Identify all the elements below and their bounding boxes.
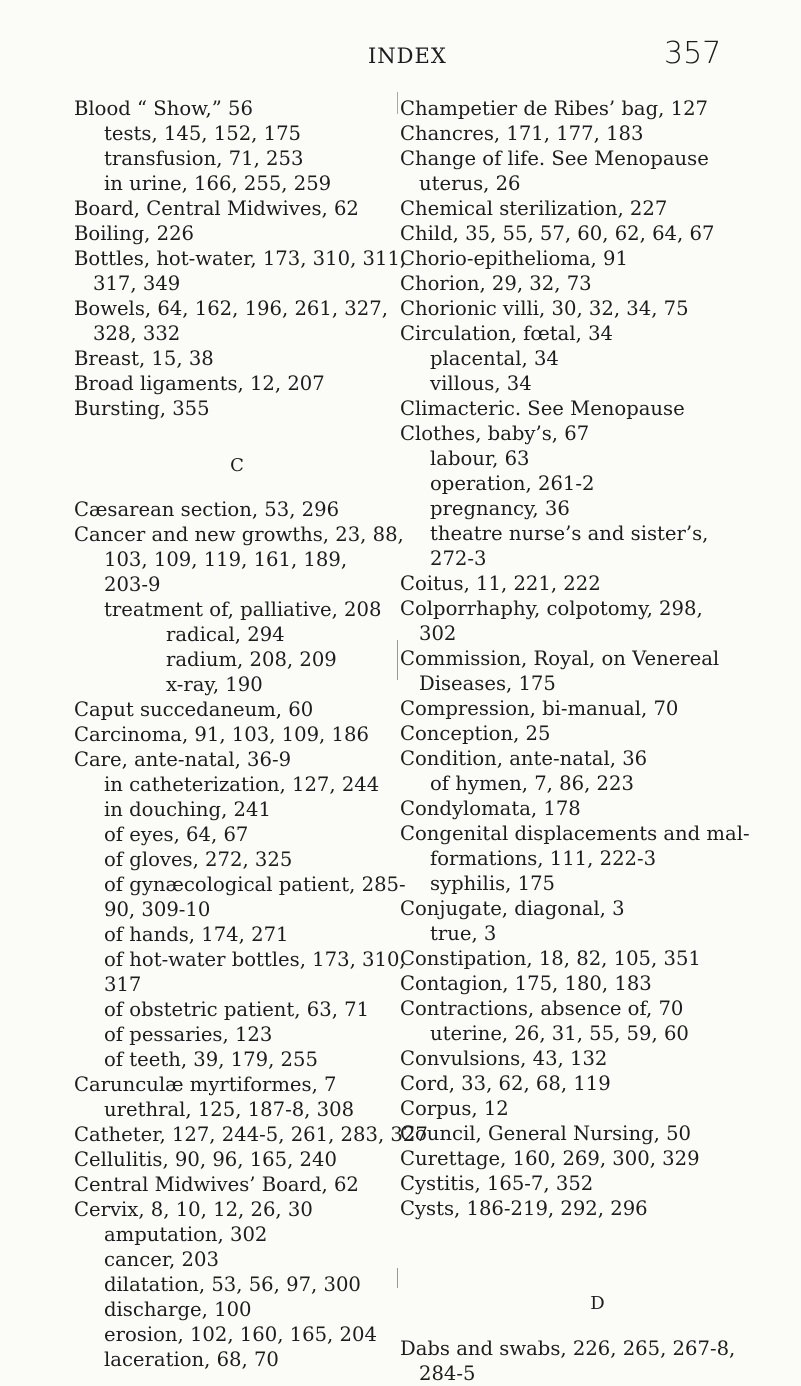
index-subentry: pregnancy, 36 xyxy=(430,497,570,520)
section-letter-c: C xyxy=(230,455,244,476)
index-subentry: placental, 34 xyxy=(430,347,559,370)
index-subentry: in douching, 241 xyxy=(104,798,271,821)
index-entry: Chorio-epithelioma, 91 xyxy=(400,247,628,270)
index-entry: Condylomata, 178 xyxy=(400,797,581,820)
index-entry: Climacteric. See Menopause xyxy=(400,397,685,420)
index-subentry: true, 3 xyxy=(430,922,497,945)
page-header xyxy=(0,36,801,76)
index-entry: Congenital displacements and mal- xyxy=(400,822,750,845)
index-entry: Coitus, 11, 221, 222 xyxy=(400,572,601,595)
index-entry: Catheter, 127, 244-5, 261, 283, 327 xyxy=(74,1123,428,1146)
index-entry: Cystitis, 165-7, 352 xyxy=(400,1172,594,1195)
index-entry-continuation: 90, 309-10 xyxy=(104,898,211,921)
index-entry: Colporrhaphy, colpotomy, 298, xyxy=(400,597,703,620)
index-entry: Contagion, 175, 180, 183 xyxy=(400,972,652,995)
index-entry: Dabs and swabs, 226, 265, 267-8, xyxy=(400,1337,736,1360)
index-subentry: transfusion, 71, 253 xyxy=(104,147,304,170)
index-subentry: in catheterization, 127, 244 xyxy=(104,773,380,796)
index-subentry: x-ray, 190 xyxy=(166,673,263,696)
index-entry: Cervix, 8, 10, 12, 26, 30 xyxy=(74,1198,313,1221)
index-subentry: treatment of, palliative, 208 xyxy=(104,598,382,621)
index-subentry: of gloves, 272, 325 xyxy=(104,848,293,871)
index-entry: Circulation, fœtal, 34 xyxy=(400,322,614,345)
index-entry-continuation: 317, 349 xyxy=(93,272,181,295)
index-subentry: dilatation, 53, 56, 97, 300 xyxy=(104,1273,361,1296)
index-entry: Broad ligaments, 12, 207 xyxy=(74,372,325,395)
index-column-right xyxy=(400,96,795,1386)
index-subentry: of hot-water bottles, 173, 310, xyxy=(104,948,406,971)
index-subentry: in urine, 166, 255, 259 xyxy=(104,172,332,195)
index-subentry: labour, 63 xyxy=(430,447,530,470)
index-entry-continuation: Diseases, 175 xyxy=(419,672,556,695)
index-subentry: of obstetric patient, 63, 71 xyxy=(104,998,370,1021)
index-entry: Board, Central Midwives, 62 xyxy=(74,197,359,220)
index-entry: Conception, 25 xyxy=(400,722,551,745)
index-entry: Champetier de Ribes’ bag, 127 xyxy=(400,97,708,120)
index-entry: Cancer and new growths, 23, 88, xyxy=(74,523,404,546)
page-number: 357 xyxy=(664,36,722,71)
index-entry: Curettage, 160, 269, 300, 329 xyxy=(400,1147,700,1170)
index-entry: Carcinoma, 91, 103, 109, 186 xyxy=(74,723,369,746)
index-subentry: erosion, 102, 160, 165, 204 xyxy=(104,1323,377,1346)
index-entry: Breast, 15, 38 xyxy=(74,347,214,370)
index-subentry: operation, 261-2 xyxy=(430,472,595,495)
index-subentry: laceration, 68, 70 xyxy=(104,1348,279,1371)
column-rule-bottom xyxy=(397,1268,398,1288)
index-subentry: syphilis, 175 xyxy=(430,872,555,895)
index-entry-continuation: uterus, 26 xyxy=(419,172,521,195)
index-entry: Council, General Nursing, 50 xyxy=(400,1122,691,1145)
index-entry: Blood “ Show,” 56 xyxy=(74,97,253,120)
index-entry-continuation: 328, 332 xyxy=(93,322,181,345)
index-entry: Bottles, hot-water, 173, 310, 311, xyxy=(74,247,407,270)
index-subentry: urethral, 125, 187-8, 308 xyxy=(104,1098,355,1121)
index-entry-continuation: 284-5 xyxy=(419,1362,476,1385)
index-entry: Bowels, 64, 162, 196, 261, 327, xyxy=(74,297,388,320)
index-entry: Corpus, 12 xyxy=(400,1097,509,1120)
index-entry: Compression, bi-manual, 70 xyxy=(400,697,679,720)
index-subentry: radium, 208, 209 xyxy=(166,648,337,671)
index-entry: Caput succedaneum, 60 xyxy=(74,698,314,721)
index-subentry: of gynæcological patient, 285- xyxy=(104,873,406,896)
index-entry: Commission, Royal, on Venereal xyxy=(400,647,720,670)
index-subentry: uterine, 26, 31, 55, 59, 60 xyxy=(430,1022,689,1045)
index-subentry: of eyes, 64, 67 xyxy=(104,823,249,846)
index-subentry: theatre nurse’s and sister’s, xyxy=(430,522,709,545)
index-entry: Chemical sterilization, 227 xyxy=(400,197,668,220)
index-entry: Cysts, 186-219, 292, 296 xyxy=(400,1197,648,1220)
index-entry: Child, 35, 55, 57, 60, 62, 64, 67 xyxy=(400,222,715,245)
index-column-left xyxy=(74,96,428,1372)
section-letter-d: D xyxy=(590,1293,605,1314)
page-title: INDEX xyxy=(368,44,447,68)
index-entry: Constipation, 18, 82, 105, 351 xyxy=(400,947,701,970)
index-subentry: of pessaries, 123 xyxy=(104,1023,273,1046)
index-subentry: 103, 109, 119, 161, 189, xyxy=(104,548,348,571)
column-rule-top xyxy=(397,92,398,114)
index-entry-continuation: 272-3 xyxy=(430,547,487,570)
index-subentry: discharge, 100 xyxy=(104,1298,252,1321)
index-entry: Contractions, absence of, 70 xyxy=(400,997,684,1020)
index-entry: Convulsions, 43, 132 xyxy=(400,1047,608,1070)
index-entry: Bursting, 355 xyxy=(74,397,210,420)
index-entry: Carunculæ myrtiformes, 7 xyxy=(74,1073,337,1096)
index-subentry: of hands, 174, 271 xyxy=(104,923,289,946)
index-subentry: tests, 145, 152, 175 xyxy=(104,122,302,145)
index-entry: Change of life. See Menopause xyxy=(400,147,709,170)
index-entry: Cellulitis, 90, 96, 165, 240 xyxy=(74,1148,337,1171)
index-subentry: of hymen, 7, 86, 223 xyxy=(430,772,634,795)
index-subentry: formations, 111, 222-3 xyxy=(430,847,657,870)
index-subentry: amputation, 302 xyxy=(104,1223,268,1246)
index-entry: Condition, ante-natal, 36 xyxy=(400,747,648,770)
column-rule-mid xyxy=(397,640,398,680)
index-entry: Central Midwives’ Board, 62 xyxy=(74,1173,359,1196)
index-entry-continuation: 317 xyxy=(104,973,142,996)
index-entry: Boiling, 226 xyxy=(74,222,195,245)
index-subentry: of teeth, 39, 179, 255 xyxy=(104,1048,318,1071)
index-subentry: cancer, 203 xyxy=(104,1248,219,1271)
index-entry: Chancres, 171, 177, 183 xyxy=(400,122,644,145)
index-entry: Chorion, 29, 32, 73 xyxy=(400,272,592,295)
index-entry: Cord, 33, 62, 68, 119 xyxy=(400,1072,611,1095)
index-entry-continuation: 302 xyxy=(419,622,457,645)
index-entry: Conjugate, diagonal, 3 xyxy=(400,897,625,920)
index-subentry: 203-9 xyxy=(104,573,161,596)
index-subentry: radical, 294 xyxy=(166,623,285,646)
index-subentry: villous, 34 xyxy=(430,372,532,395)
index-entry: Care, ante-natal, 36-9 xyxy=(74,748,292,771)
index-entry: Clothes, baby’s, 67 xyxy=(400,422,590,445)
index-entry: Chorionic villi, 30, 32, 34, 75 xyxy=(400,297,689,320)
index-entry: Cæsarean section, 53, 296 xyxy=(74,498,340,521)
